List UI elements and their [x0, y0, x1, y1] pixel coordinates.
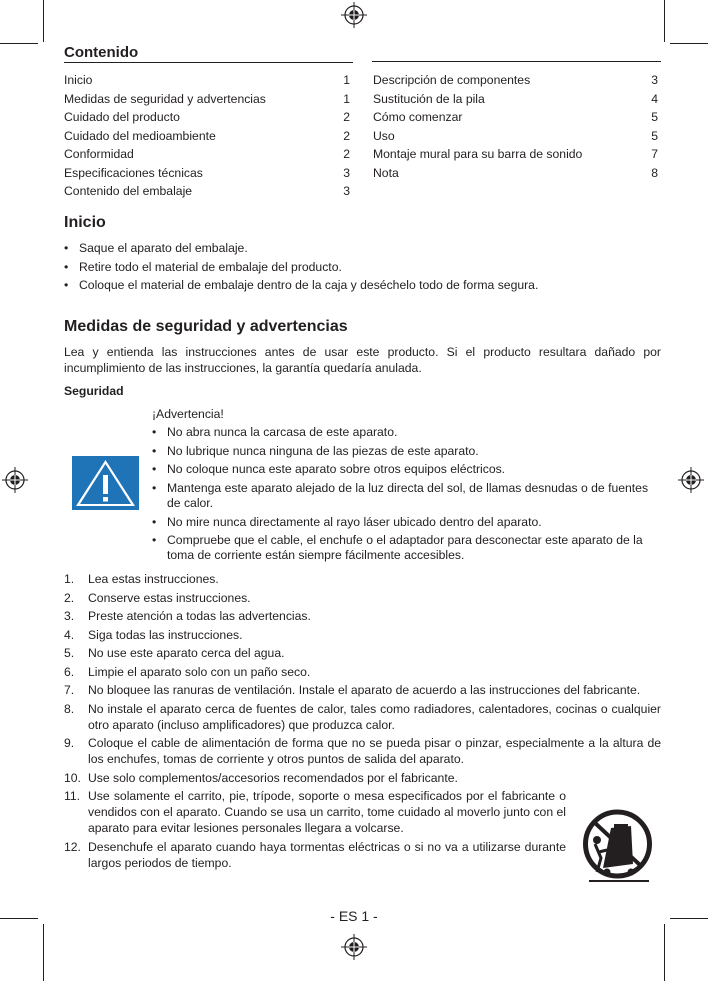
toc-page: 3 [343, 184, 350, 198]
crop-mark [664, 0, 665, 42]
registration-mark-icon [2, 467, 28, 493]
list-item: • No coloque nunca este aparato sobre otros equipos eléctricos. [152, 462, 660, 477]
list-item: 1. Lea estas instrucciones. [64, 572, 219, 586]
safety-intro: Lea y entienda las instrucciones antes de usar este producto. Si el producto resultara dañado por incumplimiento de las instrucciones, la garantía quedaría anulada. [64, 345, 661, 375]
section-title-safety: Medidas de seguridad y advertencias [64, 318, 348, 335]
section-title-inicio: Inicio [64, 214, 106, 231]
list-item: 6. Limpie el aparato solo con un paño seco. [64, 664, 311, 679]
toc-left-column [64, 71, 350, 201]
toc-entry[interactable]: Cuidado del medioambiente 2 [64, 127, 350, 146]
list-item: 7. No bloquee las ranuras de ventilación. Instale el aparato de acuerdo a las instrucciones del fabricante. [64, 683, 641, 697]
registration-mark-icon [341, 2, 367, 28]
toc-entry[interactable]: Nota 8 [373, 164, 658, 183]
list-item: 8. No instale el aparato cerca de fuentes de calor, tales como radiadores, calentadores, cocinas o cualquier otro aparato (incluso amplificadores) que produzca calor. [64, 701, 661, 732]
toc-right-column [373, 71, 658, 182]
safety-subtitle: Seguridad [64, 384, 124, 398]
toc-page: 7 [651, 147, 658, 161]
toc-page: 5 [651, 110, 658, 124]
toc-heading-rule [64, 44, 353, 63]
toc-page: 2 [343, 147, 350, 161]
list-item: 10. Use solo complementos/accesorios recomendados por el fabricante. [64, 770, 458, 785]
list-item: 12. Desenchufe el aparato cuando haya tormentas eléctricas o si no va a utilizarse durante largos periodos de tiempo. [64, 839, 566, 870]
toc-entry[interactable]: Descripción de componentes 3 [373, 71, 658, 90]
toc-entry[interactable]: Cómo comenzar 5 [373, 108, 658, 127]
list-item: • Saque el aparato del embalaje. [64, 241, 661, 256]
toc-page: 8 [651, 165, 658, 180]
toc-page: 1 [343, 91, 350, 106]
list-item: • No abra nunca la carcasa de este aparato. [152, 425, 660, 440]
toc-entry[interactable]: Contenido del embalaje 3 [64, 182, 350, 201]
toc-entry[interactable]: Especificaciones técnicas 3 [64, 164, 350, 183]
warning-list [152, 425, 660, 567]
toc-entry[interactable]: Cuidado del producto 2 [64, 108, 350, 127]
toc-heading: Contenido [64, 44, 139, 61]
list-item: 3. Preste atención a todas las advertencias. [64, 609, 311, 623]
list-item: 11. Use solamente el carrito, pie, trípode, soporte o mesa especificados por el fabricante o vendidos con el aparato. Cuando se usa un carrito, tome cuidado al moverlo junto con el aparato para evitar lesiones personales llegara a volcarse. [64, 789, 566, 835]
toc-entry[interactable]: Medidas de seguridad y advertencias 1 [64, 90, 350, 109]
list-item: 9. Coloque el cable de alimentación de forma que no se pueda pisar o pinzar, especialmente a la altura de los enchufes, tomas de corriente y otros puntos de salida del aparato. [64, 736, 661, 766]
toc-page: 2 [343, 128, 350, 143]
list-item: • Compruebe que el cable, el enchufe o el adaptador para desconectar este aparato de la toma de corriente están siempre fácilmente accesibles. [152, 533, 660, 563]
toc-page: 3 [343, 165, 350, 180]
toc-page: 5 [651, 128, 658, 143]
registration-mark-icon [341, 934, 367, 960]
crop-mark [43, 924, 44, 981]
list-item: 2. Conserve estas instrucciones. [64, 590, 251, 605]
warning-triangle-icon [72, 456, 139, 510]
list-item: • Mantenga este aparato alejado de la luz directa del sol, de llamas desnudas o de fuentes de calor. [152, 481, 660, 511]
crop-mark [664, 924, 665, 981]
list-item: • Retire todo el material de embalaje del producto. [64, 260, 661, 275]
toc-rule [372, 61, 661, 62]
instructions-list [64, 571, 661, 873]
toc-entry[interactable]: Uso 5 [373, 127, 658, 146]
warning-title: ¡Advertencia! [152, 407, 224, 421]
toc-entry[interactable]: Montaje mural para su barra de sonido 7 [373, 145, 658, 164]
list-item: • No lubrique nunca ninguna de las piezas de este aparato. [152, 444, 660, 459]
toc-page: 4 [651, 91, 658, 106]
toc-entry[interactable]: Sustitución de la pila 4 [373, 90, 658, 109]
cart-tip-over-warning-icon [581, 806, 654, 886]
crop-mark [43, 0, 44, 42]
list-item: • Coloque el material de embalaje dentro de la caja y deséchelo todo de forma segura. [64, 278, 661, 293]
crop-mark [0, 43, 38, 44]
list-item: • No mire nunca directamente al rayo láser ubicado dentro del aparato. [152, 515, 660, 530]
inicio-list [64, 241, 661, 297]
toc-entry[interactable]: Inicio 1 [64, 71, 350, 90]
toc-page: 2 [343, 110, 350, 124]
toc-entry[interactable]: Conformidad 2 [64, 145, 350, 164]
registration-mark-icon [678, 467, 704, 493]
list-item: 5. No use este aparato cerca del agua. [64, 646, 285, 660]
crop-mark [670, 43, 708, 44]
toc-page: 3 [651, 73, 658, 87]
page-number: - ES 1 - [330, 908, 378, 924]
list-item: 4. Siga todas las instrucciones. [64, 627, 243, 642]
toc-page: 1 [343, 73, 350, 87]
